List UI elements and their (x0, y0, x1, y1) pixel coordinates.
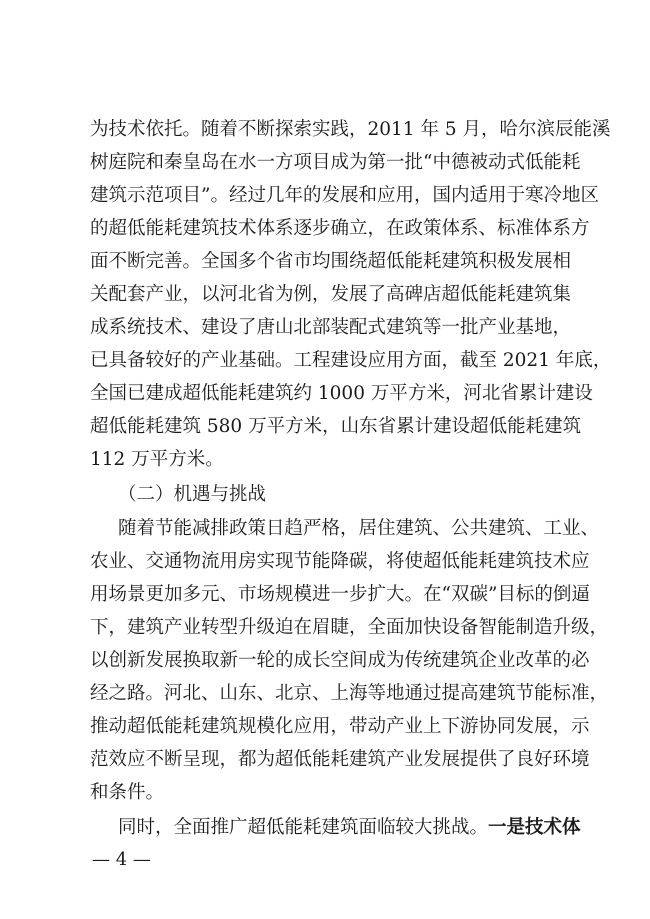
paragraph-line: 全国已建成超低能耗建筑约 1000 万平方米，河北省累计建设 (90, 383, 593, 404)
paragraph-line: 为技术依托。随着不断探索实践，2011 年 5 月，哈尔滨辰能溪 (90, 119, 611, 140)
paragraph-line: 超低能耗建筑 580 万平方米，山东省累计建设超低能耗建筑 (90, 416, 582, 437)
paragraph-line: 范效应不断呈现，都为超低能耗建筑产业发展提供了良好环境 (90, 749, 590, 770)
paragraph-line: 树庭院和秦皇岛在水一方项目成为第一批“中德被动式低能耗 (90, 152, 581, 173)
paragraph-line: 农业、交通物流用房实现节能降碳，将使超低能耗建筑技术应 (90, 551, 590, 572)
paragraph-line: 面不断完善。全国多个省市均围绕超低能耗建筑积极发展相 (90, 251, 572, 272)
paragraph-line: 已具备较好的产业基础。工程建设应用方面，截至 2021 年底， (90, 350, 612, 371)
paragraph-line: 112 万平方米。 (90, 449, 224, 470)
paragraph-line: 的超低能耗建筑技术体系逐步确立，在政策体系、标准体系方 (90, 218, 590, 239)
paragraph-line: 随着节能减排政策日趋严格，居住建筑、公共建筑、工业、 (118, 518, 600, 539)
paragraph-line: 建筑示范项目”。经过几年的发展和应用，国内适用于寒冷地区 (90, 185, 599, 206)
paragraph-line: 下，建筑产业转型升级迫在眉睫，全面加快设备智能制造升级， (90, 617, 609, 638)
paragraph-line: 经之路。河北、山东、北京、上海等地通过提高建筑节能标准， (90, 683, 609, 704)
paragraph-bold-text: 一是技术体 (488, 817, 581, 838)
paragraph-text: 同时，全面推广超低能耗建筑面临较大挑战。 (118, 817, 489, 838)
paragraph-line: 关配套产业，以河北省为例，发展了高碑店超低能耗建筑集 (90, 284, 572, 305)
paragraph-line: 用场景更加多元、市场规模进一步扩大。在“双碳”目标的倒逼 (90, 584, 590, 605)
paragraph-line: 和条件。 (90, 782, 165, 803)
paragraph-line: 成系统技术、建设了唐山北部装配式建筑等一批产业基地， (90, 317, 572, 338)
paragraph-line (118, 816, 581, 840)
paragraph-line: 推动超低能耗建筑规模化应用，带动产业上下游协同发展，示 (90, 716, 590, 737)
section-heading: （二）机遇与挑战 (118, 484, 267, 505)
paragraph-line: 以创新发展换取新一轮的成长空间成为传统建筑企业改革的必 (90, 650, 590, 671)
page-number: — 4 — (92, 849, 151, 870)
